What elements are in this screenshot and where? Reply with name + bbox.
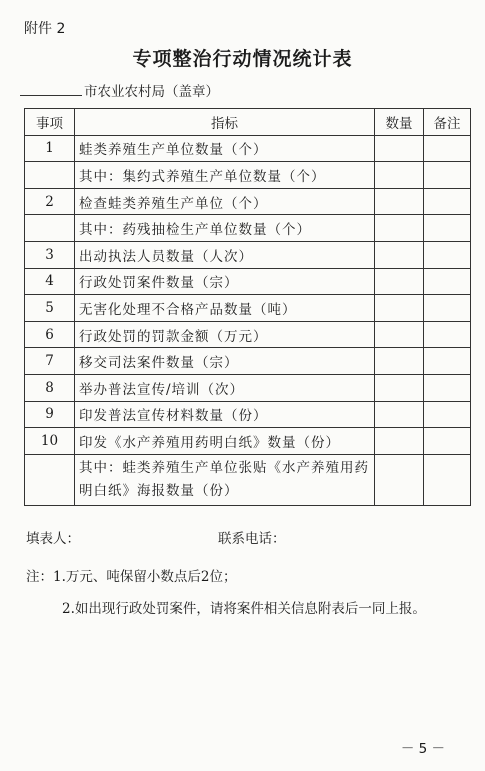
header-remark: 备注	[424, 109, 471, 136]
row-indicator: 行政处罚案件数量（宗）	[75, 268, 375, 295]
remark-cell[interactable]	[424, 268, 471, 295]
quantity-cell[interactable]	[375, 162, 424, 189]
row-number: 6	[25, 321, 75, 348]
remark-cell[interactable]	[424, 321, 471, 348]
row-number: 8	[25, 374, 75, 401]
table-row	[25, 295, 471, 322]
remark-cell[interactable]	[424, 348, 471, 375]
header-indicator: 指标	[75, 109, 375, 136]
table-row	[25, 241, 471, 268]
row-indicator: 行政处罚的罚款金额（万元）	[75, 321, 375, 348]
table-row	[25, 162, 471, 189]
remark-cell[interactable]	[424, 454, 471, 505]
quantity-cell[interactable]	[375, 268, 424, 295]
quantity-cell[interactable]	[375, 348, 424, 375]
note-2: 2.如出现行政处罚案件，请将案件相关信息附表后一同上报。	[62, 601, 426, 617]
quantity-cell[interactable]	[375, 295, 424, 322]
bureau-line	[20, 80, 219, 100]
row-number	[25, 215, 75, 242]
table-row	[25, 454, 471, 505]
row-indicator: 印发普法宣传材料数量（份）	[75, 401, 375, 428]
bureau-blank-field[interactable]	[20, 81, 82, 96]
table-row	[25, 428, 471, 455]
table-header-row	[25, 109, 471, 136]
quantity-cell[interactable]	[375, 374, 424, 401]
table-row	[25, 268, 471, 295]
phone-label: 联系电话：	[218, 531, 286, 547]
table-row	[25, 135, 471, 162]
table-row	[25, 215, 471, 242]
quantity-cell[interactable]	[375, 241, 424, 268]
row-indicator: 其中：药残抽检生产单位数量（个）	[75, 215, 375, 242]
row-number: 4	[25, 268, 75, 295]
row-number: 10	[25, 428, 75, 455]
stats-table	[24, 108, 471, 506]
row-number: 2	[25, 188, 75, 215]
quantity-cell[interactable]	[375, 215, 424, 242]
page-number: － 5 －	[400, 741, 445, 757]
quantity-cell[interactable]	[375, 401, 424, 428]
row-number: 1	[25, 135, 75, 162]
quantity-cell[interactable]	[375, 428, 424, 455]
remark-cell[interactable]	[424, 295, 471, 322]
quantity-cell[interactable]	[375, 321, 424, 348]
row-number: 5	[25, 295, 75, 322]
signer-label: 填表人：	[26, 531, 80, 547]
row-indicator: 出动执法人员数量（人次）	[75, 241, 375, 268]
row-indicator: 其中：蛙类养殖生产单位张贴《水产养殖用药明白纸》海报数量（份）	[75, 454, 375, 505]
table-row	[25, 188, 471, 215]
row-number	[25, 454, 75, 505]
remark-cell[interactable]	[424, 135, 471, 162]
row-number: 9	[25, 401, 75, 428]
row-number: 7	[25, 348, 75, 375]
table-row	[25, 321, 471, 348]
table-row	[25, 348, 471, 375]
header-quantity: 数量	[375, 109, 424, 136]
row-indicator: 举办普法宣传/培训（次）	[75, 374, 375, 401]
row-indicator: 其中：集约式养殖生产单位数量（个）	[75, 162, 375, 189]
row-indicator: 无害化处理不合格产品数量（吨）	[75, 295, 375, 322]
remark-cell[interactable]	[424, 374, 471, 401]
remark-cell[interactable]	[424, 188, 471, 215]
table-row	[25, 401, 471, 428]
remark-cell[interactable]	[424, 401, 471, 428]
bureau-label: 市农业农村局（盖章）	[84, 84, 219, 100]
attachment-label: 附件 2	[24, 21, 66, 37]
row-indicator: 蛙类养殖生产单位数量（个）	[75, 135, 375, 162]
remark-cell[interactable]	[424, 428, 471, 455]
remark-cell[interactable]	[424, 215, 471, 242]
table-row	[25, 374, 471, 401]
header-item: 事项	[25, 109, 75, 136]
quantity-cell[interactable]	[375, 188, 424, 215]
row-indicator: 检查蛙类养殖生产单位（个）	[75, 188, 375, 215]
remark-cell[interactable]	[424, 162, 471, 189]
row-number	[25, 162, 75, 189]
quantity-cell[interactable]	[375, 454, 424, 505]
remark-cell[interactable]	[424, 241, 471, 268]
row-number: 3	[25, 241, 75, 268]
row-indicator: 移交司法案件数量（宗）	[75, 348, 375, 375]
note-1: 注：1.万元、吨保留小数点后2位；	[26, 569, 237, 585]
page-title: 专项整治行动情况统计表	[132, 48, 353, 70]
quantity-cell[interactable]	[375, 135, 424, 162]
row-indicator: 印发《水产养殖用药明白纸》数量（份）	[75, 428, 375, 455]
